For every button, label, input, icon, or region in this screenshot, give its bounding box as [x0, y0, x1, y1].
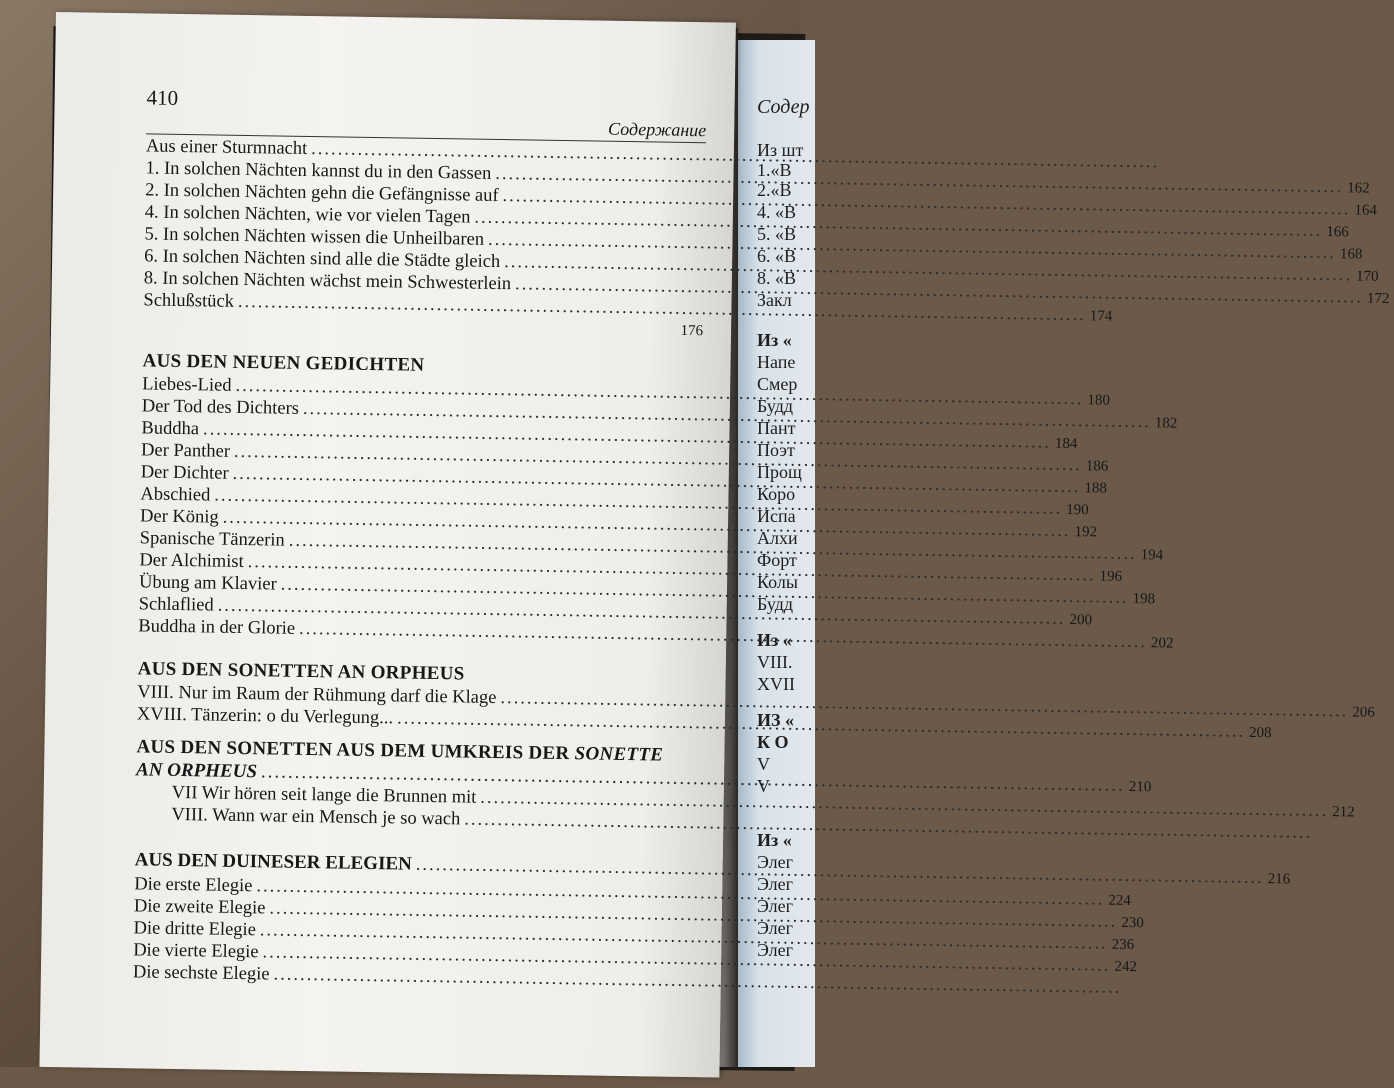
toc-page-number: 170	[1355, 268, 1379, 285]
facing-page-line: Из «	[757, 630, 792, 650]
toc-page-number: 216	[1267, 871, 1291, 888]
facing-page-line: XVII	[757, 674, 795, 694]
toc-entry-title: Die dritte Elegie	[133, 918, 257, 941]
facing-page-line: VIII.	[757, 652, 793, 672]
facing-page-line: Закл	[757, 290, 792, 310]
toc-page-number: 168	[1339, 246, 1363, 263]
toc-entry-title: VIII. Wann war ein Mensch je so wach	[171, 804, 461, 830]
facing-page-line: Из шт	[757, 140, 804, 160]
toc-entry-title: Schlaflied	[138, 594, 214, 616]
section-heading-italic: SONETTE	[574, 743, 664, 766]
toc-entry-title: Übung am Klavier	[138, 572, 277, 595]
facing-page-line: ИЗ «	[757, 710, 795, 730]
facing-page-line: Элег	[757, 896, 793, 916]
facing-page-line: Прощ	[757, 462, 802, 482]
section-heading: AUS DEN NEUEN GEDICHTEN	[142, 350, 425, 376]
toc-entry-title: Der König	[139, 506, 219, 528]
facing-page-line: Элег	[757, 918, 793, 938]
toc-entry-title: 8. In solchen Nächten wächst mein Schwesterlein	[143, 268, 512, 295]
toc-page-number: 206	[1352, 704, 1375, 721]
facing-page-line: Пант	[757, 418, 796, 438]
facing-page-line: V	[757, 754, 770, 774]
facing-page-line: Из «	[757, 330, 792, 350]
toc-entry-title: Der Panther	[140, 440, 231, 462]
toc-page-number: 180	[1087, 392, 1111, 409]
section-heading: AUS DEN DUINESER ELEGIEN	[134, 849, 412, 875]
facing-page-line: Будд	[757, 594, 794, 614]
facing-page-line: Поэт	[757, 440, 795, 460]
facing-running-head: Содер	[757, 96, 810, 118]
toc-page-number: 176	[680, 322, 704, 340]
toc-page-number: 188	[1084, 480, 1108, 497]
toc-page-number: 166	[1326, 223, 1349, 241]
toc-entry-title: Der Dichter	[140, 462, 229, 484]
toc-page-number: 200	[1069, 611, 1093, 629]
toc-entry-title: XVIII. Tänzerin: o du Verlegung...	[136, 704, 394, 729]
facing-page-line: 6. «В	[757, 246, 797, 266]
page-number: 410	[146, 85, 179, 110]
toc-page-number: 242	[1114, 958, 1138, 976]
toc-entry-title: Abschied	[140, 484, 211, 506]
toc-entry-title: Buddha in der Glorie	[138, 616, 296, 639]
facing-page-line: Форт	[757, 550, 797, 570]
toc-page-number: 198	[1132, 590, 1156, 608]
toc-entry-title: Liebes-Lied	[142, 374, 232, 396]
toc-entry-title: Die zweite Elegie	[133, 896, 266, 919]
facing-page-line: Смер	[757, 374, 798, 394]
toc-entry-title: Spanische Tänzerin	[139, 528, 285, 551]
toc-page-number: 236	[1111, 936, 1135, 954]
toc-page-number: 208	[1248, 724, 1272, 742]
facing-page-line: К О	[757, 732, 789, 752]
facing-page-line: Элег	[757, 852, 793, 872]
toc-page-number: 224	[1108, 892, 1131, 909]
toc-entry-title: 1. In solchen Nächten kannst du in den Gassen	[145, 158, 492, 184]
facing-page-line: Колы	[757, 572, 798, 592]
facing-page-line: Будд	[757, 396, 794, 416]
facing-page-line: Алхи	[757, 528, 798, 548]
facing-page-line: Напе	[757, 352, 796, 372]
facing-page-line: 2.«В	[757, 180, 792, 200]
toc-page-number: 194	[1140, 547, 1164, 564]
toc-entry-title: 2. In solchen Nächten gehn die Gefängnisse auf	[145, 180, 499, 206]
toc-entry-title: VIII. Nur im Raum der Rühmung darf die Klage	[137, 682, 497, 709]
toc-entry-title: Die vierte Elegie	[133, 940, 259, 963]
section-heading-italic: AN ORPHEUS	[135, 759, 258, 783]
facing-page-line: Испа	[757, 506, 796, 526]
facing-page-line: V	[757, 776, 770, 796]
toc-page-number: 210	[1128, 778, 1152, 796]
facing-page-line: Элег	[757, 874, 793, 894]
toc-page-number: 186	[1085, 458, 1109, 475]
toc-page-number: 196	[1099, 568, 1123, 585]
toc-page-number: 162	[1347, 180, 1370, 197]
toc-page-number: 212	[1332, 804, 1355, 821]
facing-page-line: Из «	[757, 830, 792, 850]
section-heading: AUS DEN SONETTEN AN ORPHEUS	[137, 658, 465, 685]
toc-page-number: 184	[1054, 435, 1078, 453]
toc-entry-title: Schlußstück	[143, 290, 235, 312]
toc-entry-title: Aus einer Sturmnacht	[145, 136, 308, 159]
toc-entry-title: VII Wir hören seit lange die Brunnen mit	[171, 782, 477, 808]
facing-page-line: Коро	[757, 484, 796, 504]
toc-page-number: 202	[1150, 635, 1174, 652]
section-heading-text: AUS DEN SONETTEN AUS DEM UMKREIS DER	[136, 736, 570, 765]
toc-entry-title: 5. In solchen Nächten wissen die Unheilbaren	[144, 224, 485, 250]
facing-page-line: Элег	[757, 940, 793, 960]
toc-page-number: 230	[1121, 914, 1144, 932]
toc-entry-title: Die erste Elegie	[134, 874, 253, 897]
toc-entry-title: Die sechste Elegie	[132, 962, 270, 985]
toc-page-number: 174	[1089, 308, 1113, 325]
facing-page-line: 8. «В	[757, 268, 797, 288]
toc-page-number: 172	[1366, 290, 1390, 307]
facing-page-line: 5. «В	[757, 224, 797, 244]
toc-page-number: 164	[1354, 202, 1378, 219]
toc-entry-title: Buddha	[141, 418, 200, 440]
running-head: Содержание	[607, 118, 707, 141]
toc-page-number: 192	[1074, 524, 1098, 541]
toc-entry-title: Der Alchimist	[139, 550, 244, 573]
facing-page-line: 4. «В	[757, 202, 797, 222]
toc-entry-title	[143, 326, 680, 334]
toc-entry-title: 6. In solchen Nächten sind alle die Städte gleich	[144, 246, 501, 273]
toc-page-number: 182	[1154, 415, 1178, 432]
toc-page-number: 190	[1066, 501, 1089, 519]
toc-entry-title: Der Tod des Dichters	[141, 396, 300, 419]
toc-entry-title: 4. In solchen Nächten, wie vor vielen Tagen	[144, 202, 471, 228]
facing-page-line: 1.«В	[757, 160, 792, 180]
